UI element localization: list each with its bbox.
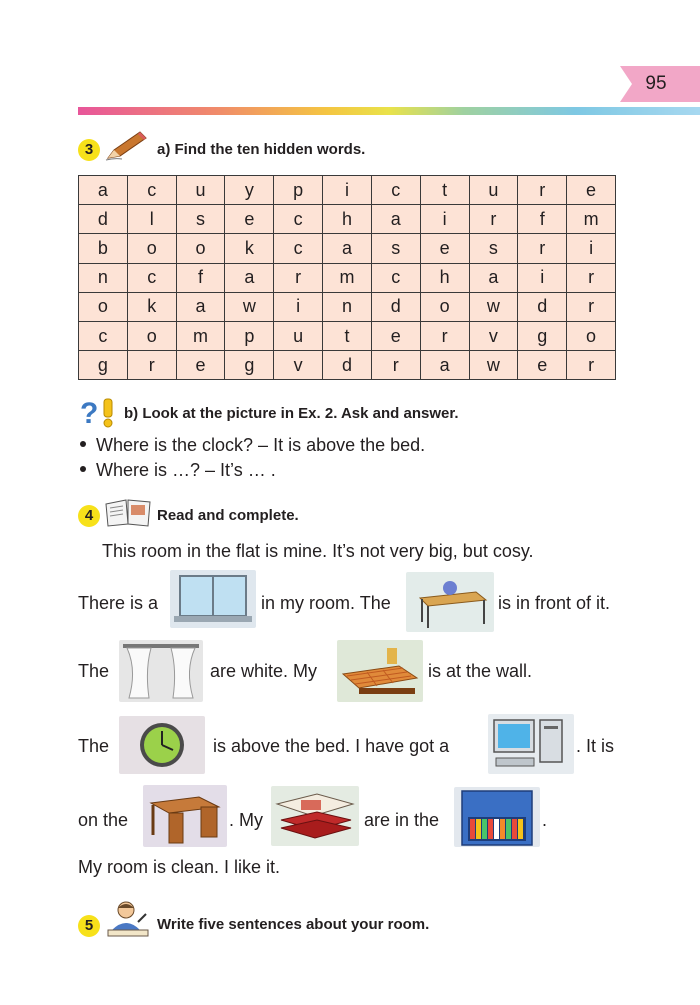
grid-cell[interactable]: n bbox=[79, 263, 128, 292]
grid-cell[interactable]: e bbox=[371, 321, 420, 350]
grid-cell[interactable]: y bbox=[225, 176, 274, 205]
grid-cell[interactable]: o bbox=[420, 292, 469, 321]
grid-cell[interactable]: d bbox=[79, 205, 128, 234]
grid-cell[interactable]: m bbox=[323, 263, 372, 292]
grid-cell[interactable]: i bbox=[567, 234, 616, 263]
grid-cell[interactable]: e bbox=[567, 176, 616, 205]
grid-cell[interactable]: m bbox=[567, 205, 616, 234]
grid-cell[interactable]: l bbox=[127, 205, 176, 234]
grid-cell[interactable]: n bbox=[323, 292, 372, 321]
grid-cell[interactable]: o bbox=[127, 321, 176, 350]
window-picture bbox=[170, 570, 256, 628]
bed-picture bbox=[337, 640, 423, 702]
desk-picture bbox=[143, 785, 227, 847]
pencil-icon bbox=[104, 128, 148, 162]
curtains-picture bbox=[119, 640, 203, 702]
books-picture bbox=[271, 786, 359, 846]
clock-picture bbox=[119, 716, 205, 774]
grid-cell[interactable]: r bbox=[567, 292, 616, 321]
grid-cell[interactable]: a bbox=[176, 292, 225, 321]
grid-cell[interactable]: c bbox=[274, 234, 323, 263]
grid-cell[interactable]: d bbox=[323, 351, 372, 380]
exercise-4-title: Read and complete. bbox=[157, 507, 299, 524]
grid-cell[interactable]: r bbox=[567, 351, 616, 380]
grid-row bbox=[79, 292, 616, 321]
grid-cell[interactable]: g bbox=[79, 351, 128, 380]
grid-cell[interactable]: u bbox=[469, 176, 518, 205]
exercise-5-title: Write five sentences about your room. bbox=[157, 916, 430, 933]
bullet-item: Where is …? – It’s … . bbox=[80, 460, 276, 481]
grid-cell[interactable]: w bbox=[225, 292, 274, 321]
grid-cell[interactable]: a bbox=[469, 263, 518, 292]
text-segment: . My bbox=[229, 810, 263, 830]
svg-text:?: ? bbox=[80, 397, 99, 429]
text-segment: is above the bed. I have got a bbox=[213, 736, 450, 756]
exercise-3a-title: a) Find the ten hidden words. bbox=[157, 141, 366, 158]
grid-cell[interactable]: r bbox=[274, 263, 323, 292]
grid-cell[interactable]: w bbox=[469, 351, 518, 380]
grid-row bbox=[79, 351, 616, 380]
grid-cell[interactable]: u bbox=[176, 176, 225, 205]
bullet-item: Where is the clock? – It is above the bed. bbox=[80, 435, 425, 456]
grid-cell[interactable]: c bbox=[371, 263, 420, 292]
grid-cell[interactable]: o bbox=[176, 234, 225, 263]
grid-cell[interactable]: d bbox=[371, 292, 420, 321]
grid-row bbox=[79, 263, 616, 292]
grid-cell[interactable]: t bbox=[420, 176, 469, 205]
grid-cell[interactable]: e bbox=[225, 205, 274, 234]
grid-cell[interactable]: r bbox=[420, 321, 469, 350]
exercise-5-number: 5 bbox=[78, 915, 100, 937]
grid-cell[interactable]: s bbox=[176, 205, 225, 234]
grid-row bbox=[79, 205, 616, 234]
exercise-4-number: 4 bbox=[78, 505, 100, 527]
text-segment: in my room. The bbox=[261, 593, 391, 613]
grid-cell[interactable]: m bbox=[176, 321, 225, 350]
grid-cell[interactable]: s bbox=[469, 234, 518, 263]
grid-cell[interactable]: t bbox=[323, 321, 372, 350]
rainbow-divider bbox=[78, 107, 700, 115]
grid-cell[interactable]: c bbox=[127, 263, 176, 292]
grid-cell[interactable]: a bbox=[225, 263, 274, 292]
text-segment: are white. My bbox=[210, 661, 318, 681]
question-exclamation-icon bbox=[78, 395, 122, 429]
grid-cell[interactable]: k bbox=[127, 292, 176, 321]
text-segment: There is a bbox=[78, 593, 159, 613]
grid-cell[interactable]: u bbox=[274, 321, 323, 350]
grid-cell[interactable]: k bbox=[225, 234, 274, 263]
text-segment: . It is bbox=[576, 736, 615, 756]
grid-cell[interactable]: p bbox=[274, 176, 323, 205]
grid-cell[interactable]: a bbox=[79, 176, 128, 205]
exercise-3-number: 3 bbox=[78, 139, 100, 161]
grid-cell[interactable]: r bbox=[127, 351, 176, 380]
exercise-4-closing: My room is clean. I like it. bbox=[78, 857, 281, 877]
grid-cell[interactable]: h bbox=[420, 263, 469, 292]
grid-cell[interactable]: s bbox=[371, 234, 420, 263]
grid-cell[interactable]: i bbox=[518, 263, 567, 292]
grid-cell[interactable]: o bbox=[79, 292, 128, 321]
grid-cell[interactable]: d bbox=[518, 292, 567, 321]
grid-row bbox=[79, 176, 616, 205]
text-segment: are in the bbox=[364, 810, 440, 830]
grid-cell[interactable]: c bbox=[127, 176, 176, 205]
writing-child-icon bbox=[104, 900, 152, 938]
grid-cell[interactable]: v bbox=[274, 351, 323, 380]
grid-cell[interactable]: v bbox=[469, 321, 518, 350]
grid-cell[interactable]: o bbox=[567, 321, 616, 350]
grid-cell[interactable]: c bbox=[371, 176, 420, 205]
grid-cell[interactable]: g bbox=[225, 351, 274, 380]
bookcase-picture bbox=[454, 787, 540, 847]
grid-cell[interactable]: c bbox=[79, 321, 128, 350]
text-segment: The bbox=[78, 661, 110, 681]
grid-cell[interactable]: f bbox=[518, 205, 567, 234]
open-book-icon bbox=[104, 496, 152, 528]
grid-cell[interactable]: g bbox=[518, 321, 567, 350]
exercise-3b-title: b) Look at the picture in Ex. 2. Ask and answer. bbox=[124, 405, 459, 422]
grid-cell[interactable]: w bbox=[469, 292, 518, 321]
grid-cell[interactable]: p bbox=[225, 321, 274, 350]
grid-cell[interactable]: h bbox=[323, 205, 372, 234]
grid-cell[interactable]: i bbox=[274, 292, 323, 321]
table-picture bbox=[406, 572, 494, 632]
text-segment: is at the wall. bbox=[428, 661, 533, 681]
grid-cell[interactable]: e bbox=[420, 234, 469, 263]
text-segment: . bbox=[542, 810, 548, 830]
grid-cell[interactable]: f bbox=[176, 263, 225, 292]
computer-picture bbox=[488, 714, 574, 774]
page-number: 95 bbox=[645, 73, 667, 94]
exercise-4-intro: This room in the flat is mine. It’s not very big, but cosy. bbox=[102, 541, 534, 561]
grid-cell[interactable]: r bbox=[567, 263, 616, 292]
grid-cell[interactable]: r bbox=[518, 176, 567, 205]
grid-row bbox=[79, 234, 616, 263]
text-segment: The bbox=[78, 736, 110, 756]
grid-cell[interactable]: c bbox=[274, 205, 323, 234]
text-segment: on the bbox=[78, 810, 129, 830]
word-search-grid bbox=[78, 175, 616, 380]
grid-cell[interactable]: e bbox=[518, 351, 567, 380]
grid-cell[interactable]: e bbox=[176, 351, 225, 380]
grid-cell[interactable]: r bbox=[518, 234, 567, 263]
grid-row bbox=[79, 321, 616, 350]
text-segment: is in front of it. bbox=[498, 593, 611, 613]
grid-cell[interactable]: o bbox=[127, 234, 176, 263]
grid-cell[interactable]: i bbox=[323, 176, 372, 205]
grid-cell[interactable]: b bbox=[79, 234, 128, 263]
grid-cell[interactable]: a bbox=[420, 351, 469, 380]
grid-cell[interactable]: r bbox=[469, 205, 518, 234]
grid-cell[interactable]: i bbox=[420, 205, 469, 234]
grid-cell[interactable]: a bbox=[371, 205, 420, 234]
grid-cell[interactable]: a bbox=[323, 234, 372, 263]
grid-cell[interactable]: r bbox=[371, 351, 420, 380]
